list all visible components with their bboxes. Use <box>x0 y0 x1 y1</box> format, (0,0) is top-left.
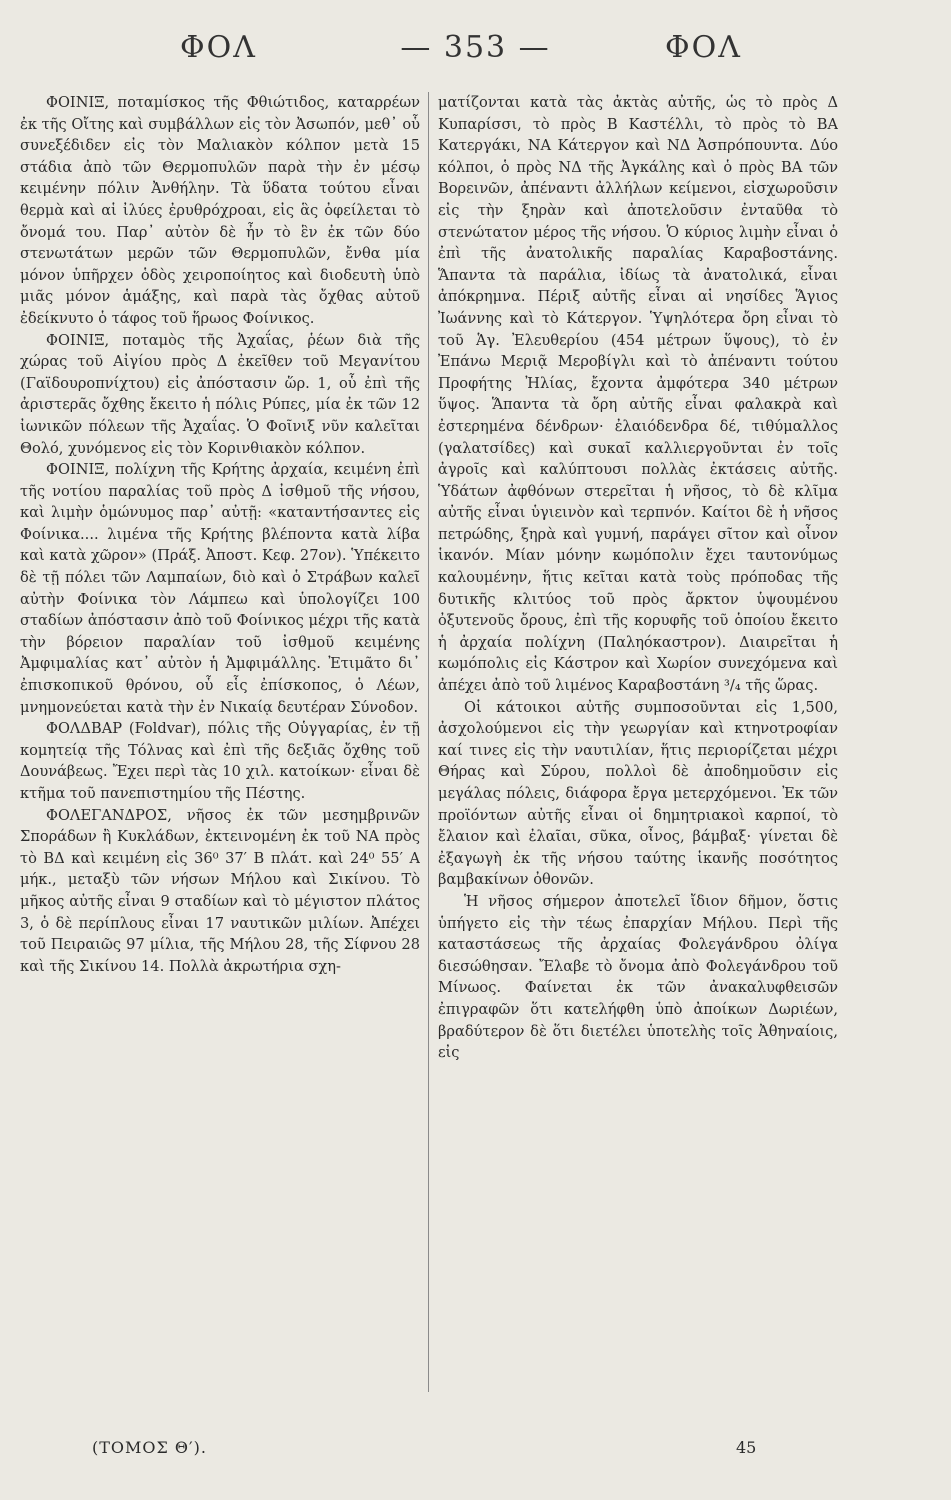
entry-phoinix-river-phthiotis: ΦΟΙΝΙΞ, ποταμίσκος τῆς Φθιώτιδος, καταρρέων ἐκ τῆς Οἴτης καὶ συμβάλλων εἰς τὸν Ἀσωπόν, μεθ᾽ οὗ συνεξέδιδεν εἰς τὸν Μαλιακὸν κόλπον μετὰ 15 στάδια ἀπὸ τῶν Θερμοπυλῶν παρὰ τὴν ἐν μέσῳ κειμένην πόλιν Ἀνθήλην. Τὰ ὕδατα τούτου εἶναι θερμὰ καὶ αἱ ἰλύες ἐρυθρόχροαι, εἰς ἃς ὀφείλεται τὸ ὄνομά του. Παρ᾽ αὐτὸν δὲ ἦν τὸ ἓν ἐκ τῶν δύο στενωτάτων μερῶν τῶν Θερμοπυλῶν, ἔνθα μία μόνον ὑπῆρχεν ὁδὸς χειροποίητος καὶ διοδευτὴ ὑπὸ μιᾶς μόνον ἁμάξης, καὶ παρὰ τὰς ὄχθας αὐτοῦ ἐδείκνυτο ὁ τάφος τοῦ ἥρωος Φοίνικος. <box>20 94 420 327</box>
entry-phoinix-river-achaia: ΦΟΙΝΙΞ, ποταμὸς τῆς Ἀχαΐας, ῥέων διὰ τῆς χώρας τοῦ Αἰγίου πρὸς Δ ἐκεῖθεν τοῦ Μεγανίτου (Γαϊδουροπνίχτου) εἰς ἀπόστασιν ὥρ. 1, οὗ ἐπὶ τῆς ἀριστερᾶς ὄχθης ἔκειτο ἡ πόλις Ρύπες, μία ἐκ τῶν 12 ἰωνικῶν πόλεων τῆς Ἀχαΐας. Ὁ Φοῖνιξ νῦν καλεῖται Θολό, χυνόμενος εἰς τὸν Κορινθιακὸν κόλπον. <box>20 331 420 457</box>
entry-phoinix-town-crete: ΦΟΙΝΙΞ, πολίχνη τῆς Κρήτης ἀρχαία, κειμένη ἐπὶ τῆς νοτίου παραλίας τοῦ πρὸς Δ ἰσθμοῦ τῆς νήσου, καὶ λιμὴν ὁμώνυμος παρ᾽ αὐτῇ: «καταντήσαντες εἰς Φοίνικα.... λιμένα τῆς Κρήτης βλέποντα κατὰ λίβα καὶ κατὰ χῶρον» (Πράξ. Ἀποστ. Κεφ. 27ον). Ὑπέκειτο δὲ τῇ πόλει τῶν Λαμπαίων, διὸ καὶ ὁ Στράβων καλεῖ αὐτὴν Φοίνικα τὸν Λάμπεω καὶ ὑπολογίζει 100 σταδίων ἀπόστασιν ἀπὸ τοῦ Φοίνικος μέχρι τῆς κατὰ τὴν βόρειον παραλίαν τοῦ ἰσθμοῦ κειμένης Ἀμφιμαλίας κατ᾽ αὐτὸν ἡ Ἀμφιμάλλης. Ἐτιμᾶτο δι᾽ ἐπισκοπικοῦ θρόνου, οὗ εἷς ἐπίσκοπος, ὁ Λέων, μνημονεύεται κατὰ τὴν ἐν Νικαίᾳ δευτέραν Σύνοδον. <box>20 461 420 716</box>
left-column <box>20 92 420 1442</box>
paragraph-continued: ματίζονται κατὰ τὰς ἀκτὰς αὐτῆς, ὡς τὸ πρὸς Δ Κυπαρίσσι, τὸ πρὸς Β Καστέλλι, τὸ πρὸς τὸ ΒΑ Κατεργάκι, ΝΑ Κάτεργον καὶ ΝΔ Ἀσπρόπουντα. Δύο κόλποι, ὁ πρὸς ΝΔ τῆς Ἀγκάλης καὶ ὁ πρὸς ΒΑ τῶν Βορεινῶν, ἀπέναντι ἀλλήλων κείμενοι, εἰσχωροῦσιν εἰς τὴν ξηρὰν καὶ ἀποτελοῦσιν ἐνταῦθα τὸ στενώτατον μέρος τῆς νήσου. Ὁ κύριος λιμὴν εἶναι ὁ ἐπὶ τῆς ἀνατολικῆς παραλίας Καραβοστάνης. Ἅπαντα τὰ παράλια, ἰδίως τὰ ἀνατολικά, εἶναι ἀπόκρημνα. Πέριξ αὐτῆς εἶναι αἱ νησίδες Ἅγιος Ἰωάννης καὶ τὸ Κάτεργον. Ὑψηλότερα ὄρη εἶναι τὸ τοῦ Ἁγ. Ἐλευθερίου (454 μέτρων ὕψους), τὸ ἐν Ἐπάνω Μεριᾷ Μεροβίγλι καὶ τὸ ἀπέναντι τούτου Προφήτης Ἠλίας, ἔχοντα ἀμφότερα 340 μέτρων ὕψος. Ἅπαντα τὰ ὄρη αὐτῆς εἶναι φαλακρὰ καὶ ἐστερημένα δένδρων· ἐλαιόδενδρα δέ, τιθύμαλλος (γαλατσίδες) καὶ συκαῖ καλλιεργοῦνται ἐν τοῖς ἀγροῖς καὶ καλύπτουσι πολλὰς ἐκτάσεις αὐτῆς. Ὑδάτων ἀφθόνων στερεῖται ἡ νῆσος, τὸ δὲ κλῖμα αὐτῆς εἶναι ὑγιεινὸν καὶ τερπνόν. Καίτοι δὲ ἡ νῆσος πετρώδης, ξηρὰ καὶ γυμνή, παράγει σῖτον καὶ οἶνον ἱκανόν. Μίαν μόνην κωμόπολιν ἔχει ταυτονύμως καλουμένην, ἥτις κεῖται κατὰ τοὺς πρόποδας τῆς δυτικῆς κλιτύος τοῦ πρὸς ἄρκτον ὑψουμένου ὀξυτενοῦς ὄρους, ἐπὶ τῆς κορυφῆς τοῦ ὁποίου ἔκειτο ἡ ἀρχαία πολίχνη (Παληόκαστρον). Διαιρεῖται ἡ κωμόπολις εἰς Κάστρον καὶ Χωρίον συνεχόμενα καὶ ἀπέχει ἀπὸ τοῦ λιμένος Καραβοστάνη ³/₄ τῆς ὥρας. <box>438 94 838 695</box>
page-footer <box>0 1438 951 1468</box>
signature-mark: 45 <box>736 1438 757 1457</box>
right-column <box>438 92 838 1442</box>
paragraph-inhabitants: Οἱ κάτοικοι αὐτῆς συμποσοῦνται εἰς 1,500, ἀσχολούμενοι εἰς τὴν γεωργίαν καὶ κτηνοτροφίαν καί τινες εἰς τὴν ναυτιλίαν, ἥτις περιορίζεται μέχρι Θήρας καὶ Σύρου, πολλοὶ δὲ ἀποδημοῦσιν εἰς μεγάλας πόλεις, διάφορα ἔργα μετερχόμενοι. Ἐκ τῶν προϊόντων αὐτῆς εἶναι οἱ δημητριακοὶ καρποί, τὸ ἔλαιον καὶ ἐλαῖαι, σῦκα, οἶνος, βάμβαξ· γίνεται δὲ ἐξαγωγὴ ἐκ τῆς νήσου ταύτης ἱκανῆς ποσότητος βαμβακίνων ὀθονῶν. <box>438 698 838 889</box>
header-right-word: ΦΟΛ <box>665 30 742 65</box>
page-number: — 353 — <box>400 30 551 65</box>
entry-foldvar: ΦΟΛΔΒΑΡ (Foldvar), πόλις τῆς Οὑγγαρίας, ἐν τῇ κομητείᾳ τῆς Τόλνας καὶ ἐπὶ τῆς δεξιᾶς ὄχθης τοῦ Δουνάβεως. Ἔχει περὶ τὰς 10 χιλ. κατοίκων· εἶναι δὲ κτῆμα τοῦ πανεπιστημίου τῆς Πέστης. <box>20 720 420 802</box>
entry-folegandros: ΦΟΛΕΓΑΝΔΡΟΣ, νῆσος ἐκ τῶν μεσημβρινῶν Σποράδων ἢ Κυκλάδων, ἐκτεινομένη ἐκ τοῦ ΝΑ πρὸς τὸ ΒΔ καὶ κειμένη εἰς 36⁰ 37′ Β πλάτ. καὶ 24⁰ 55′ Α μήκ., μεταξὺ τῶν νήσων Μήλου καὶ Σικίνου. Τὸ μῆκος αὐτῆς εἶναι 9 σταδίων καὶ τὸ μέγιστον πλάτος 3, ὁ δὲ περίπλους εἶναι 17 ναυτικῶν μιλίων. Ἀπέχει τοῦ Πειραιῶς 97 μίλια, τῆς Μήλου 28, τῆς Σίφνου 28 καὶ τῆς Σικίνου 14. Πολλὰ ἀκρωτήρια σχη- <box>20 806 420 975</box>
running-header <box>0 30 951 80</box>
paragraph-municipality: Ἡ νῆσος σήμερον ἀποτελεῖ ἴδιον δῆμον, ὅστις ὑπήγετο εἰς τὴν τέως ἐπαρχίαν Μήλου. Περὶ τῆς καταστάσεως τῆς ἀρχαίας Φολεγάνδρου ὀλίγα διεσώθησαν. Ἔλαβε τὸ ὄνομα ἀπὸ Φολεγάνδρου τοῦ Μίνωος. Φαίνεται ἐκ τῶν ἀνακαλυφθεισῶν ἐπιγραφῶν ὅτι κατελήφθη ὑπὸ ἀποίκων Δωριέων, βραδύτερον δὲ ὅτι διετέλει ὑποτελὴς τοῖς Ἀθηναίοις, εἰς <box>438 892 838 1062</box>
header-left-word: ΦΟΛ <box>180 30 257 65</box>
volume-label: (ΤΟΜΟΣ Θ′). <box>92 1438 208 1457</box>
column-divider <box>428 92 429 1392</box>
